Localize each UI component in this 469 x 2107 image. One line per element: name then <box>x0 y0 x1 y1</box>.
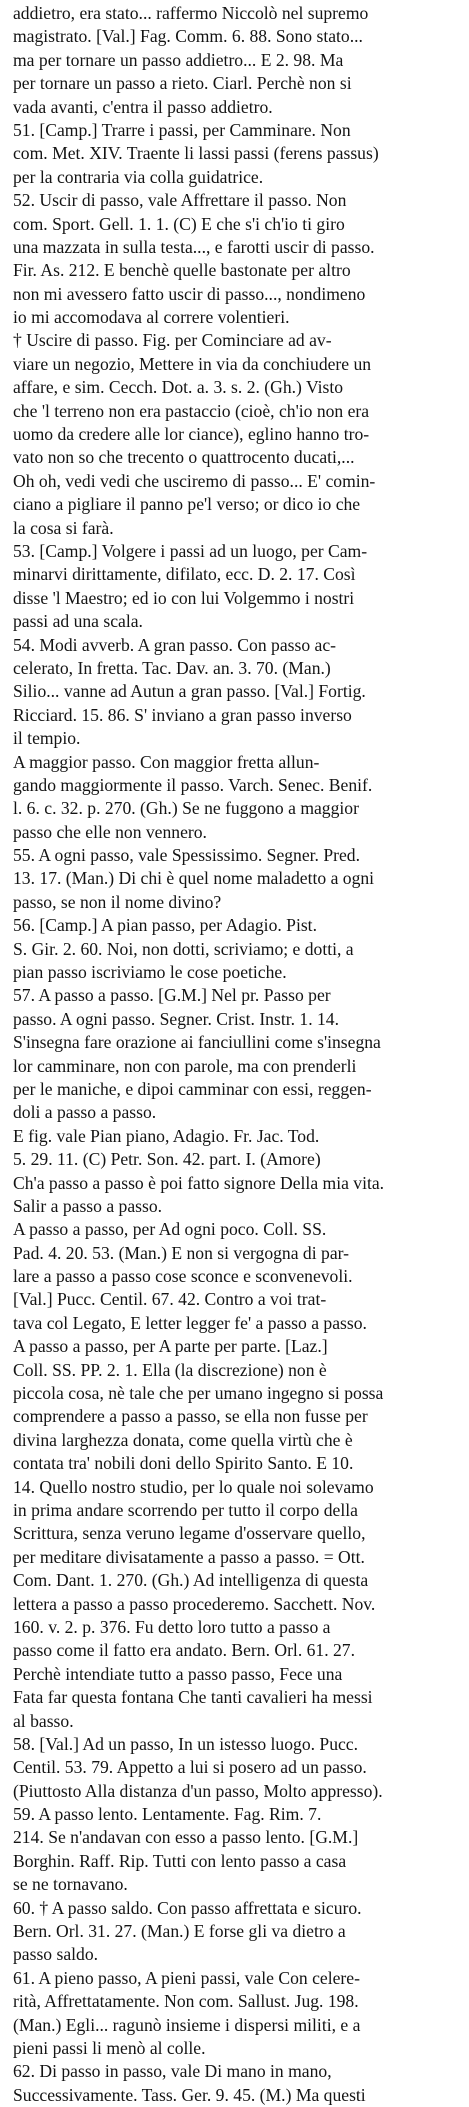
text-line: pieni passi li menò al colle. <box>13 2037 206 2058</box>
text-line: S. Gir. 2. 60. Noi, non dotti, scriviamo; e dotti, a <box>13 938 354 959</box>
text-line: divina larghezza donata, come quella virtù che è <box>13 1429 353 1450</box>
text-line: celerato, In fretta. Tac. Dav. an. 3. 70. (Man.) <box>13 657 331 678</box>
text-line: 51. [Camp.] Trarre i passi, per Camminare. Non <box>13 119 351 140</box>
text-line: Salir a passo a passo. <box>13 1195 163 1216</box>
text-line: tava col Legato, E letter legger fe' a passo a passo. <box>13 1312 367 1333</box>
text-line: una mazzata in sulla testa..., e farotti uscir di passo. <box>13 236 375 257</box>
text-line: magistrato. [Val.] Fag. Comm. 6. 88. Sono stato... <box>13 26 363 47</box>
text-line: passo che elle non vennero. <box>13 821 207 842</box>
text-line: A passo a passo, per A parte per parte. [Laz.] <box>13 1336 328 1357</box>
text-line: 57. A passo a passo. [G.M.] Nel pr. Passo per <box>13 985 331 1006</box>
text-line: la cosa si farà. <box>13 517 114 538</box>
text-line: Borghin. Raff. Rip. Tutti con lento passo a casa <box>13 1850 347 1871</box>
text-line: vada avanti, c'entra il passo addietro. <box>13 96 273 117</box>
text-line: ciano a pigliare il panno pe'l verso; or dico io che <box>13 494 361 515</box>
text-line: io mi accomodava al correre volentieri. <box>13 307 290 328</box>
text-line: che 'l terreno non era pastaccio (cioè, ch'io non era <box>13 400 370 421</box>
text-line: passo saldo. <box>13 1944 99 1965</box>
text-line: 53. [Camp.] Volgere i passi ad un luogo, per Cam- <box>13 540 368 561</box>
text-line: non mi avessero fatto uscir di passo..., nondimeno <box>13 283 366 304</box>
text-line: al basso. <box>13 1710 74 1731</box>
text-line: vato non so che trecento o quattrocento ducati,... <box>13 447 355 468</box>
text-line: S'insegna fare orazione ai fanciullini come s'insegna <box>13 1032 381 1053</box>
text-line: se ne tornavano. <box>13 1874 128 1895</box>
text-line: in prima andare scorrendo per tutto il corpo della <box>13 1500 358 1520</box>
text-line: 60. † A passo saldo. Con passo affrettata e sicuro. <box>13 1897 362 1918</box>
text-line: piccola cosa, nè tale che per umano ingegno si possa <box>13 1383 384 1404</box>
text-line: il tempio. <box>13 728 81 749</box>
text-line: disse 'l Maestro; ed io con lui Volgemmo i nostri <box>13 587 355 608</box>
text-line: 13. 17. (Man.) Di chi è quel nome maladetto a ogni <box>13 868 375 889</box>
text-line: 58. [Val.] Ad un passo, In un istesso luogo. Pucc. <box>13 1733 359 1754</box>
text-line: contata tra' nobili doni dello Spirito Santo. E 10. <box>13 1453 354 1474</box>
text-line: com. Sport. Gell. 1. 1. (C) E che s'i ch'io ti giro <box>13 213 345 234</box>
text-line: Fata far questa fontana Che tanti cavalieri ha messi <box>13 1687 373 1708</box>
text-line: 59. A passo lento. Lentamente. Fag. Rim. 7. <box>13 1804 322 1825</box>
text-line: Perchè intendiate tutto a passo passo, Fece una <box>13 1663 343 1684</box>
text-line: com. Met. XIV. Traente li lassi passi (ferens passus) <box>13 143 379 164</box>
text-line: Silio... vanne ad Autun a gran passo. [Val.] Fortig. <box>13 681 366 702</box>
text-line: lare a passo a passo cose sconce e sconvenevoli. <box>13 1266 353 1287</box>
text-line: A maggior passo. Con maggior fretta allun- <box>13 751 320 772</box>
text-line: lor camminare, non con parole, ma con prenderli <box>13 1055 357 1076</box>
text-line: 214. Se n'andavan con esso a passo lento. [G.M.] <box>13 1827 359 1848</box>
text-line: 160. v. 2. p. 376. Fu detto loro tutto a passo a <box>13 1616 331 1637</box>
text-line: 55. A ogni passo, vale Spessissimo. Segner. Pred. <box>13 845 360 866</box>
text-line: 52. Uscir di passo, vale Affrettare il passo. Non <box>13 190 347 211</box>
text-line: gando maggiormente il passo. Varch. Senec. Benif. <box>13 774 373 795</box>
text-line: passo, se non il nome divino? <box>13 891 222 912</box>
text-line: 56. [Camp.] A pian passo, per Adagio. Pist. <box>13 915 317 936</box>
text-line: (Piuttosto Alla distanza d'un passo, Molto appresso). <box>13 1780 383 1801</box>
text-line: per tornare un passo a rieto. Ciarl. Perchè non si <box>13 73 352 94</box>
text-line: ma per tornare un passo addietro... E 2. 98. Ma <box>13 49 344 70</box>
text-line: E fig. vale Pian piano, Adagio. Fr. Jac. Tod. <box>13 1125 320 1146</box>
text-line: Ricciard. 15. 86. S' inviano a gran passo inverso <box>13 704 352 725</box>
text-line: minarvi dirittamente, difilato, ecc. D. 2. 17. Così <box>13 564 356 585</box>
text-line: Com. Dant. 1. 270. (Gh.) Ad intelligenza di questa <box>13 1570 369 1591</box>
text-line: doli a passo a passo. <box>13 1102 157 1123</box>
text-line: uomo da credere alle lor ciance), eglino hanno tro- <box>13 424 370 445</box>
text-line: Bern. Orl. 31. 27. (Man.) E forse gli va dietro a <box>13 1921 346 1942</box>
text-line: passi ad una scala. <box>13 611 143 632</box>
text-line: (Man.) Egli... ragunò insieme i dispersi militi, e a <box>13 2014 361 2035</box>
text-line: pian passo iscriviamo le cose poetiche. <box>13 962 287 983</box>
text-line: 62. Di passo in passo, vale Di mano in mano, <box>13 2061 332 2082</box>
text-line: 61. A pieno passo, A pieni passi, vale Con celere- <box>13 1967 360 1988</box>
text-line: Pad. 4. 20. 53. (Man.) E non si vergogna di par- <box>13 1242 349 1263</box>
text-line: 14. Quello nostro studio, per lo quale noi solevamo <box>13 1476 374 1497</box>
text-line: per meditare divisatamente a passo a passo. = Ott. <box>13 1546 365 1567</box>
text-line: passo come il fatto era andato. Bern. Orl. 61. 27. <box>13 1640 356 1661</box>
text-line: 54. Modi avverb. A gran passo. Con passo ac- <box>13 634 336 655</box>
text-line: A passo a passo, per Ad ogni poco. Coll. SS. <box>13 1219 327 1240</box>
text-line: Scrittura, senza veruno legame d'osservare quello, <box>13 1523 366 1544</box>
text-line: Centil. 53. 79. Appetto a lui si posero ad un passo. <box>13 1757 367 1778</box>
text-line: affare, e sim. Cecch. Dot. a. 3. s. 2. (Gh.) Visto <box>13 377 344 398</box>
text-line: comprendere a passo a passo, se ella non fusse per <box>13 1406 368 1427</box>
text-line: addietro, era stato... raffermo Niccolò nel supremo <box>13 3 369 23</box>
text-line: per la contraria via colla guidatrice. <box>13 166 264 187</box>
text-line: Fir. As. 212. E benchè quelle bastonate per altro <box>13 260 351 281</box>
text-line: passo. A ogni passo. Segner. Crist. Instr. 1. 14. <box>13 1008 339 1029</box>
text-line: 5. 29. 11. (C) Petr. Son. 42. part. I. (Amore) <box>13 1149 321 1170</box>
text-line: per le maniche, e dipoi camminar con essi, reggen- <box>13 1078 372 1099</box>
text-line: lettera a passo a passo procederemo. Sacchett. Nov. <box>13 1593 376 1614</box>
text-line: Oh oh, vedi vedi che usciremo di passo... E' comin- <box>13 470 376 491</box>
text-line: [Val.] Pucc. Centil. 67. 42. Contro a voi trat- <box>13 1289 327 1310</box>
text-line: † Uscire di passo. Fig. per Cominciare ad av- <box>13 330 332 351</box>
text-line: rità, Affrettatamente. Non com. Sallust. Jug. 198. <box>13 1991 359 2012</box>
text-line: Coll. SS. PP. 2. 1. Ella (la discrezione) non è <box>13 1359 327 1380</box>
text-line: Ch'a passo a passo è poi fatto signore Della mia vita. <box>13 1172 385 1193</box>
text-line: l. 6. c. 32. p. 270. (Gh.) Se ne fuggono a maggior <box>13 798 359 819</box>
text-line: Successivamente. Tass. Ger. 9. 45. (M.) Ma questi <box>13 2084 366 2105</box>
text-line: viare un negozio, Mettere in via da conchiudere un <box>13 353 372 374</box>
